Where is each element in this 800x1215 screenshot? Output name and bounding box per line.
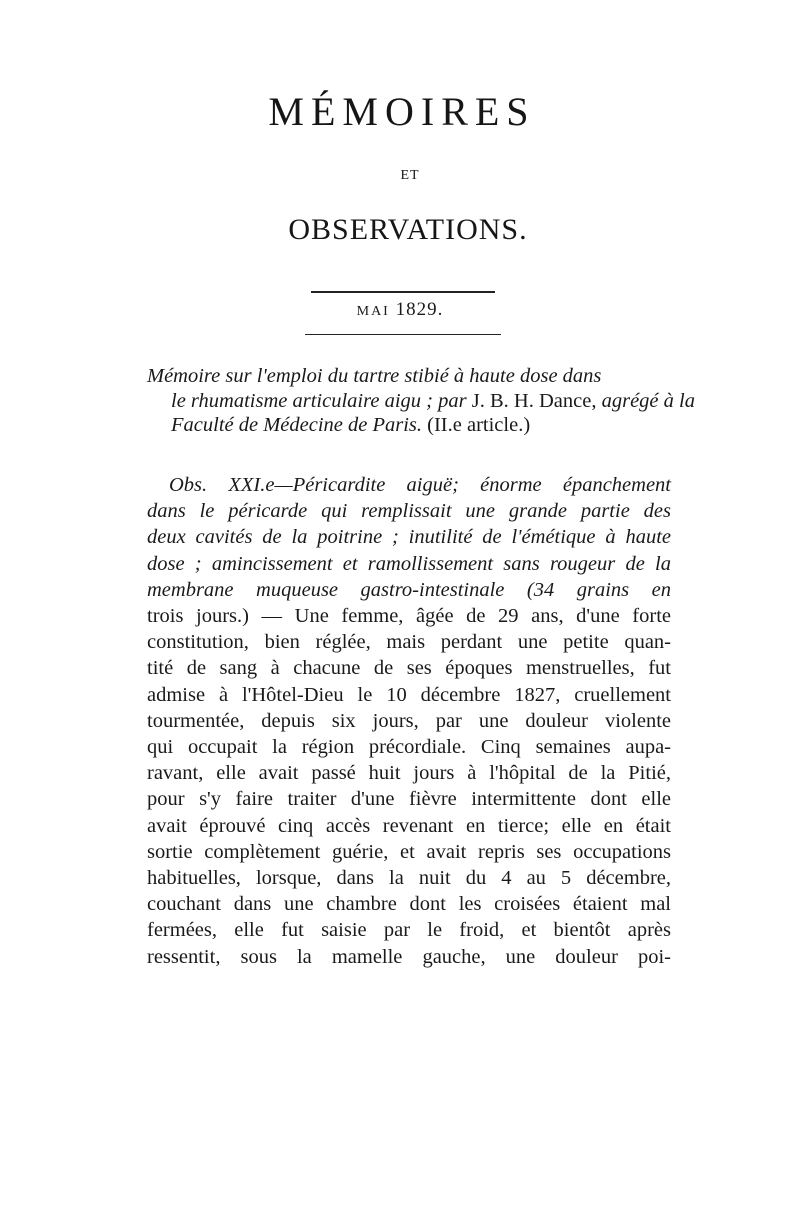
- text-line: admise à l'Hôtel-Dieu le 10 décembre 1827, cruellement: [147, 683, 671, 706]
- article-author: J. B. H. Dance,: [471, 389, 597, 412]
- text-line: avait éprouvé cinq accès revenant en tierce; elle en était: [147, 814, 671, 837]
- article-heading: [147, 364, 695, 438]
- text-line: fermées, elle fut saisie par le froid, et bientôt après: [147, 919, 671, 942]
- top-rule: [311, 291, 495, 293]
- text-line: tourmentée, depuis six jours, par une douleur violente: [147, 709, 671, 732]
- article-heading-line2: le rhumatisme articulaire aigu ; par: [171, 389, 467, 412]
- text-line: dose ; amincissement et ramollissement sans rougeur de la: [147, 552, 671, 575]
- observation-text: [147, 472, 671, 970]
- text-line: Obs. XXI.e—Péricardite aiguë; énorme épanchement: [169, 474, 671, 496]
- text-line: trois jours.) — Une femme, âgée de 29 ans, d'une forte: [147, 605, 671, 628]
- issue-month: MAI: [356, 304, 390, 319]
- issue-date: [0, 299, 800, 321]
- text-line: constitution, bien réglée, mais perdant une petite quan-: [147, 631, 671, 654]
- section-title-et: ET: [400, 168, 420, 183]
- text-line: ravant, elle avait passé huit jours à l'hôpital de la Pitié,: [147, 762, 671, 785]
- article-part: (II.e article.): [427, 414, 531, 436]
- issue-year: 1829.: [395, 299, 444, 320]
- text-line: dans le péricarde qui remplissait une grande partie des: [147, 500, 671, 523]
- text-line: qui occupait la région précordiale. Cinq semaines aupa-: [147, 736, 671, 759]
- text-line: sortie complètement guérie, et avait repris ses occupations: [147, 840, 671, 863]
- text-line: deux cavités de la poitrine ; inutilité de l'émétique à haute: [147, 526, 671, 549]
- text-line: tité de sang à chacune de ses époques menstruelles, fut: [147, 657, 671, 680]
- bottom-rule: [305, 334, 501, 335]
- article-heading-line1: Mémoire sur l'emploi du tartre stibié à haute dose dans: [147, 365, 602, 387]
- text-line: couchant dans une chambre dont les croisées étaient mal: [147, 893, 671, 916]
- section-title-observations: OBSERVATIONS.: [288, 213, 528, 246]
- text-line: membrane muqueuse gastro-intestinale (34 grains en: [147, 578, 671, 601]
- text-line: habituelles, lorsque, dans la nuit du 4 au 5 décembre,: [147, 867, 671, 890]
- section-title-memoires: MÉMOIRES: [268, 89, 536, 134]
- text-line: pour s'y faire traiter d'une fièvre intermittente dont elle: [147, 788, 671, 811]
- observation-label: Obs. XXI.e: [169, 474, 275, 496]
- article-heading-line3: agrégé à la Faculté de Médecine de Paris.: [171, 389, 696, 436]
- text-line: ressentit, sous la mamelle gauche, une douleur poi-: [147, 945, 671, 968]
